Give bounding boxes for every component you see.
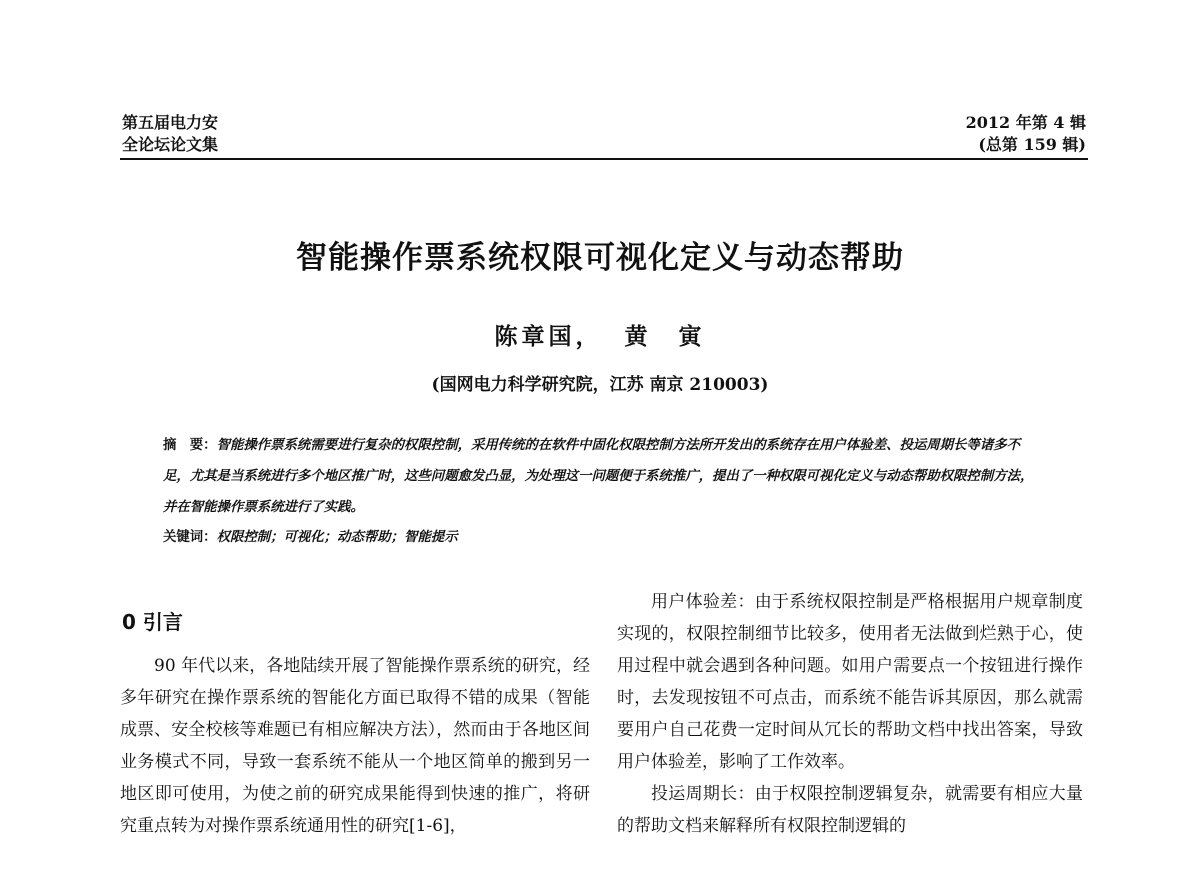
- body-paragraph: 90 年代以来，各地陆续开展了智能操作票系统的研究，经多年研究在操作票系统的智能化方面已取得不错的成果（智能成票、安全校核等难题已有相应解决方法），然而由于各地区间业务模式不同，导致一套系统不能从一个地区简单的搬到另一地区即可使用，为使之前的研究成果能得到快速的推广，将研究重点转为对操作票系统通用性的研究[1-6]，: [120, 656, 590, 836]
- issue-info: [966, 112, 1086, 156]
- abstract-text: 智能操作票系统需要进行复杂的权限控制，采用传统的在软件中固化权限控制方法所开发出的系统存在用户体验差、投运周期长等诸多不足，尤其是当系统进行多个地区推广时，这些问题愈发凸显，为处理这一问题便于系统推广，提出了一种权限可视化定义与动态帮助权限控制方法，并在智能操作票系统进行了实践。: [163, 437, 1034, 515]
- abstract: [163, 430, 1043, 523]
- journal-name: [122, 112, 218, 156]
- journal-name-line2: 全论坛论文集: [122, 135, 219, 154]
- paper-title: 智能操作票系统权限可视化定义与动态帮助: [296, 240, 904, 276]
- keywords-label: 关键词：: [163, 529, 217, 545]
- body-paragraph: 用户体验差：由于系统权限控制是严格根据用户规章制度实现的，权限控制细节比较多，使用者无法做到烂熟于心，使用过程中就会遇到各种问题。如用户需要点一个按钮进行操作时，去发现按钮不可点击，而系统不能告诉其原因，那么就需要用户自己花费一定时间从冗长的帮助文档中找出答案，导致用户体验差，影响了工作效率。: [617, 592, 1083, 772]
- abstract-label: 摘 要：: [163, 437, 217, 453]
- left-column: [120, 650, 590, 842]
- journal-name-line1: 第五届电力安: [122, 113, 219, 132]
- issue-number: 2012 年第 4 辑: [965, 113, 1086, 132]
- author-affiliation: (国网电力科学研究院，江苏 南京 210003): [431, 375, 769, 395]
- section-heading: 0 引言: [122, 610, 183, 634]
- body-paragraph: 投运周期长：由于权限控制逻辑复杂，就需要有相应大量的帮助文档来解释所有权限控制逻辑的: [617, 784, 1083, 836]
- total-issue-number: (总第 159 辑): [978, 135, 1086, 154]
- keywords-text: 权限控制；可视化；动态帮助；智能提示: [216, 529, 458, 545]
- right-column: [617, 586, 1083, 842]
- keywords: [163, 525, 1043, 549]
- header-divider: [120, 158, 1088, 160]
- paper-authors: 陈章国， 黄 寅: [494, 323, 706, 350]
